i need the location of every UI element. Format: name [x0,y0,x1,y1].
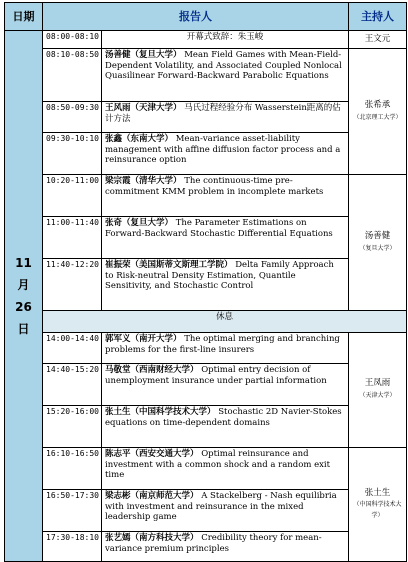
speaker-name: 梁宗霞（清华大学） [105,176,182,186]
talk-time: 10:20-11:00 [43,175,102,217]
talk-time: 08:50-09:30 [43,102,102,133]
talk-title: Delta Family Approach to Risk-neutral Density Estimation, Quantile Sensitivity, and Stochastic Control [105,260,334,292]
ceremony-text: 开幕式致辞：朱玉峻 [102,31,349,49]
report-column-header: 报告人 [43,3,349,31]
table-row [5,490,407,532]
talk-title: Mean-variance asset-liability management with affine diffusion factor process and a reinsurance option [105,134,341,166]
table-row [5,175,407,217]
talk-cell [102,333,349,364]
table-row [5,259,407,311]
talk-time: 11:00-11:40 [43,217,102,259]
chair-name: 汤善健 [364,230,391,241]
talk-cell [102,217,349,259]
talk-title: The optimal merging and branching problems for the first-line insurers [105,334,340,355]
table-row [5,532,407,562]
talk-cell [102,532,349,562]
speaker-name: 郭军义（南开大学） [105,334,182,344]
speaker-name: 张鑫（东南大学） [105,134,174,144]
talk-cell [102,406,349,448]
talk-title: The Parameter Estimations on Forward-Backward Stochastic Differential Equations [105,218,333,239]
chair-affiliation: （复旦大学） [359,244,396,252]
day-date: 26 [15,300,32,314]
table-row [5,364,407,406]
table-row [5,333,407,364]
ceremony-chair: 王文元 [349,31,407,49]
talk-time: 09:30-10:10 [43,133,102,175]
talk-title: A Stackelberg - Nash equilibria with investment and reinsurance in the mixed leadership game [105,491,337,523]
table-row [5,102,407,133]
table-row [5,406,407,448]
chair-affiliation: （中国科学技术大学） [353,501,402,519]
speaker-name: 汤善健（复旦大学） [105,50,182,60]
talk-title: Credibility theory for mean-variance premium principles [105,533,322,554]
talk-time: 15:20-16:00 [43,406,102,448]
speaker-name: 陈志平（西安交通大学） [105,449,199,459]
table-row [5,448,407,490]
talk-time: 11:40-12:20 [43,259,102,311]
speaker-name: 张艺嫣（南方科技大学） [105,533,199,543]
talk-time: 08:10-08:50 [43,49,102,102]
table-row [5,49,407,102]
talk-title: The continuous-time pre-commitment KMM problem in incomplete markets [105,176,324,197]
talk-title: 马氏过程经验分布 Wasserstein距离的估计方法 [105,103,341,124]
talk-cell [102,175,349,217]
chair-name: 张希承 [364,99,391,110]
talk-cell [102,364,349,406]
talk-cell [102,490,349,532]
speaker-name: 梁志彬（南京师范大学） [105,491,199,501]
session4-chair [349,448,407,562]
talk-time: 14:40-15:20 [43,364,102,406]
day-date-unit: 日 [17,322,30,336]
chair-name: 张土生 [364,487,391,498]
speaker-name: 崔振荣（美国斯蒂文斯理工学院） [105,260,233,270]
talk-title: Stochastic 2D Navier-Stokes equations on time-dependent domains [105,407,342,428]
talk-title: Mean Field Games with Mean-Field-Dependent Volatility, and Associated Coupled Nonlocal Quasilinear Forward-Backward Parabolic Equations [105,50,342,82]
header-row [5,3,407,31]
table-row [5,217,407,259]
ceremony-time: 08:00-08:10 [43,31,102,49]
speaker-name: 马敬堂（西南财经大学） [105,365,199,375]
chair-column-header: 主持人 [349,3,407,31]
talk-cell [102,102,349,133]
speaker-name: 张奇（复旦大学） [105,218,174,228]
talk-time: 16:10-16:50 [43,448,102,490]
speaker-name: 王风雨（天津大学） [105,103,182,113]
session1-chair [349,49,407,175]
talk-cell [102,448,349,490]
talk-cell [102,133,349,175]
table-row [5,133,407,175]
speaker-name: 张土生（中国科学技术大学） [105,407,216,417]
date-column-header: 日期 [5,3,43,31]
break-row [5,311,407,333]
talk-cell [102,259,349,311]
chair-name: 王凤雨 [364,378,391,389]
day-month-unit: 月 [17,278,30,292]
day-month: 11 [15,256,32,270]
chair-affiliation: （天津大学） [359,392,396,399]
session3-chair [349,333,407,448]
session2-chair [349,175,407,311]
talk-time: 17:30-18:10 [43,532,102,562]
chair-affiliation: （北京理工大学） [353,113,402,121]
schedule-table [4,2,407,562]
talk-time: 16:50-17:30 [43,490,102,532]
talk-cell [102,49,349,102]
break-label: 休息 [43,311,407,333]
talk-title: Optimal reinsurance and investment with a common shock and a random exit time [105,449,331,481]
ceremony-row [5,31,407,49]
talk-time: 14:00-14:40 [43,333,102,364]
date-cell [5,31,43,562]
talk-title: Optimal entry decision of unemployment insurance under partial information [105,365,327,386]
